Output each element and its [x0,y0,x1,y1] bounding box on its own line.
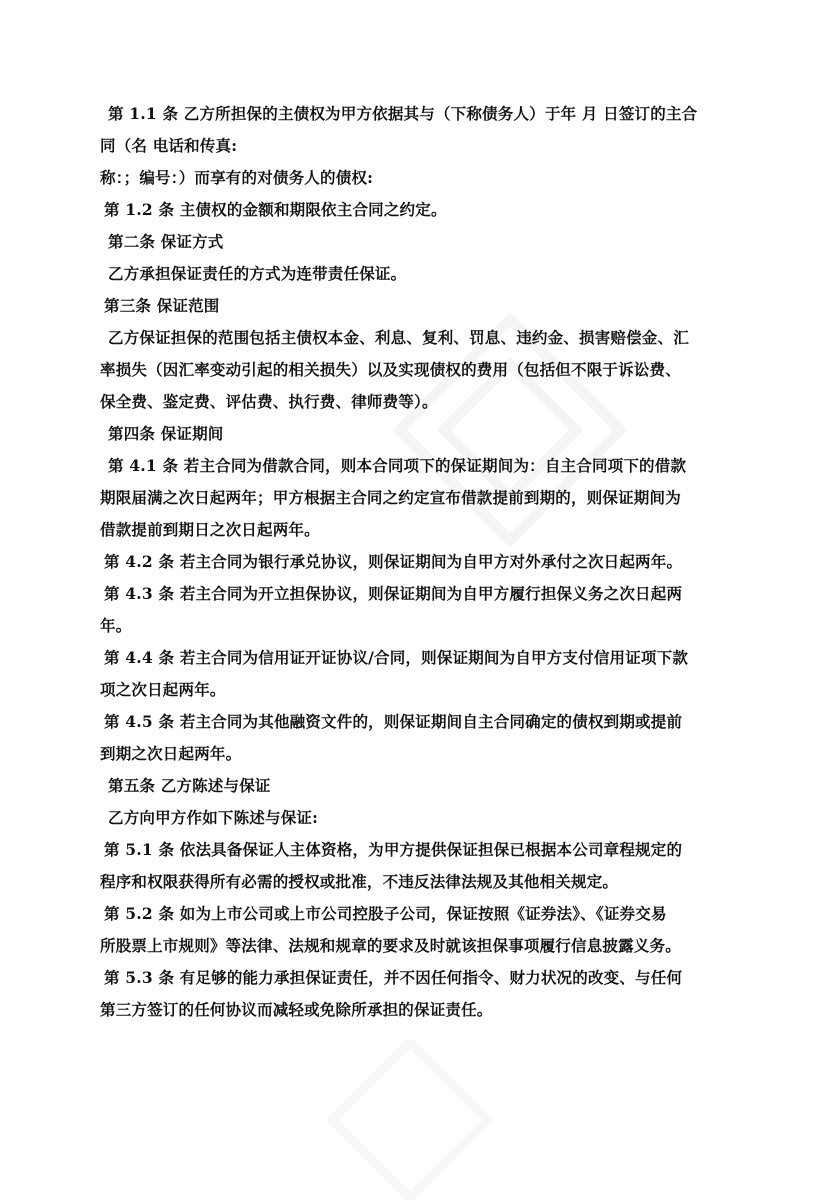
clause-1-1-line-2: 同（名 电话和传真: [100,136,238,155]
clause-4-4-line-1: 第 4.4 条 若主合同为信用证开证协议/合同，则保证期间为自甲方支付信用证项下款 [104,648,689,667]
clause-4-3-line-1: 第 4.3 条 若主合同为开立担保协议，则保证期间为自甲方履行担保义务之次日起两 [104,584,683,603]
clause-4-1-line-1: 第 4.1 条 若主合同为借款合同，则本合同项下的保证期间为：自主合同项下的借款 [108,456,687,475]
section-heading-5: 第五条 乙方陈述与保证 [108,776,271,795]
section-3-line-2: 率损失（因汇率变动引起的相关损失）以及实现债权的费用（包括但不限于诉讼费、 [100,360,681,379]
clause-4-1-line-3: 借款提前到期日之次日起两年。 [100,520,320,539]
document-body [100,98,736,1026]
watermark-icon [300,1040,520,1200]
clause-5-1-line-2: 程序和权限获得所有必需的授权或批准，不违反法律法规及其他相关规定。 [100,872,619,891]
clause-5-2-line-1: 第 5.2 条 如为上市公司或上市公司控股子公司，保证按照《证券法》、《证券交易 [104,904,667,923]
clause-5-3-line-2: 第三方签订的任何协议而减轻或免除所承担的保证责任。 [100,1000,493,1019]
clause-1-2: 第 1.2 条 主债权的金额和期限依主合同之约定。 [104,200,447,219]
clause-4-4-line-2: 项之次日起两年。 [100,680,226,699]
clause-5-2-line-2: 所股票上市规则》等法律、法规和规章的要求及时就该担保事项履行信息披露义务。 [100,936,681,955]
clause-4-3-line-2: 年。 [100,616,132,635]
clause-5-1-line-1: 第 5.1 条 依法具备保证人主体资格，为甲方提供保证担保已根据本公司章程规定的 [104,840,683,859]
clause-4-2: 第 4.2 条 若主合同为银行承兑协议，则保证期间为自甲方对外承付之次日起两年。 [104,552,683,571]
clause-4-5-line-1: 第 4.5 条 若主合同为其他融资文件的，则保证期间自主合同确定的债权到期或提前 [104,712,683,731]
section-heading-3: 第三条 保证范围 [104,296,220,315]
section-heading-4: 第四条 保证期间 [108,424,224,443]
section-heading-2: 第二条 保证方式 [108,232,224,251]
section-3-line-1: 乙方保证担保的范围包括主债权本金、利息、复利、罚息、违约金、损害赔偿金、汇 [108,328,689,347]
clause-5-3-line-1: 第 5.3 条 有足够的能力承担保证责任，并不因任何指令、财力状况的改变、与任何 [104,968,683,987]
clause-4-1-line-2: 期限届满之次日起两年；甲方根据主合同之约定宣布借款提前到期的，则保证期间为 [100,488,681,507]
clause-1-1-line-3: 称：；编号：）而享有的对债务人的债权: [100,168,374,187]
clause-4-5-line-2: 到期之次日起两年。 [100,744,242,763]
section-3-line-3: 保全费、鉴定费、评估费、执行费、律师费等）。 [100,392,438,411]
section-2-text: 乙方承担保证责任的方式为连带责任保证。 [108,264,407,283]
clause-1-1-line-1: 第 1.1 条 乙方所担保的主债权为甲方依据其与（下称债务人）于年 月 日签订的主合 [108,104,698,123]
section-5-intro: 乙方向甲方作如下陈述与保证: [108,808,319,827]
